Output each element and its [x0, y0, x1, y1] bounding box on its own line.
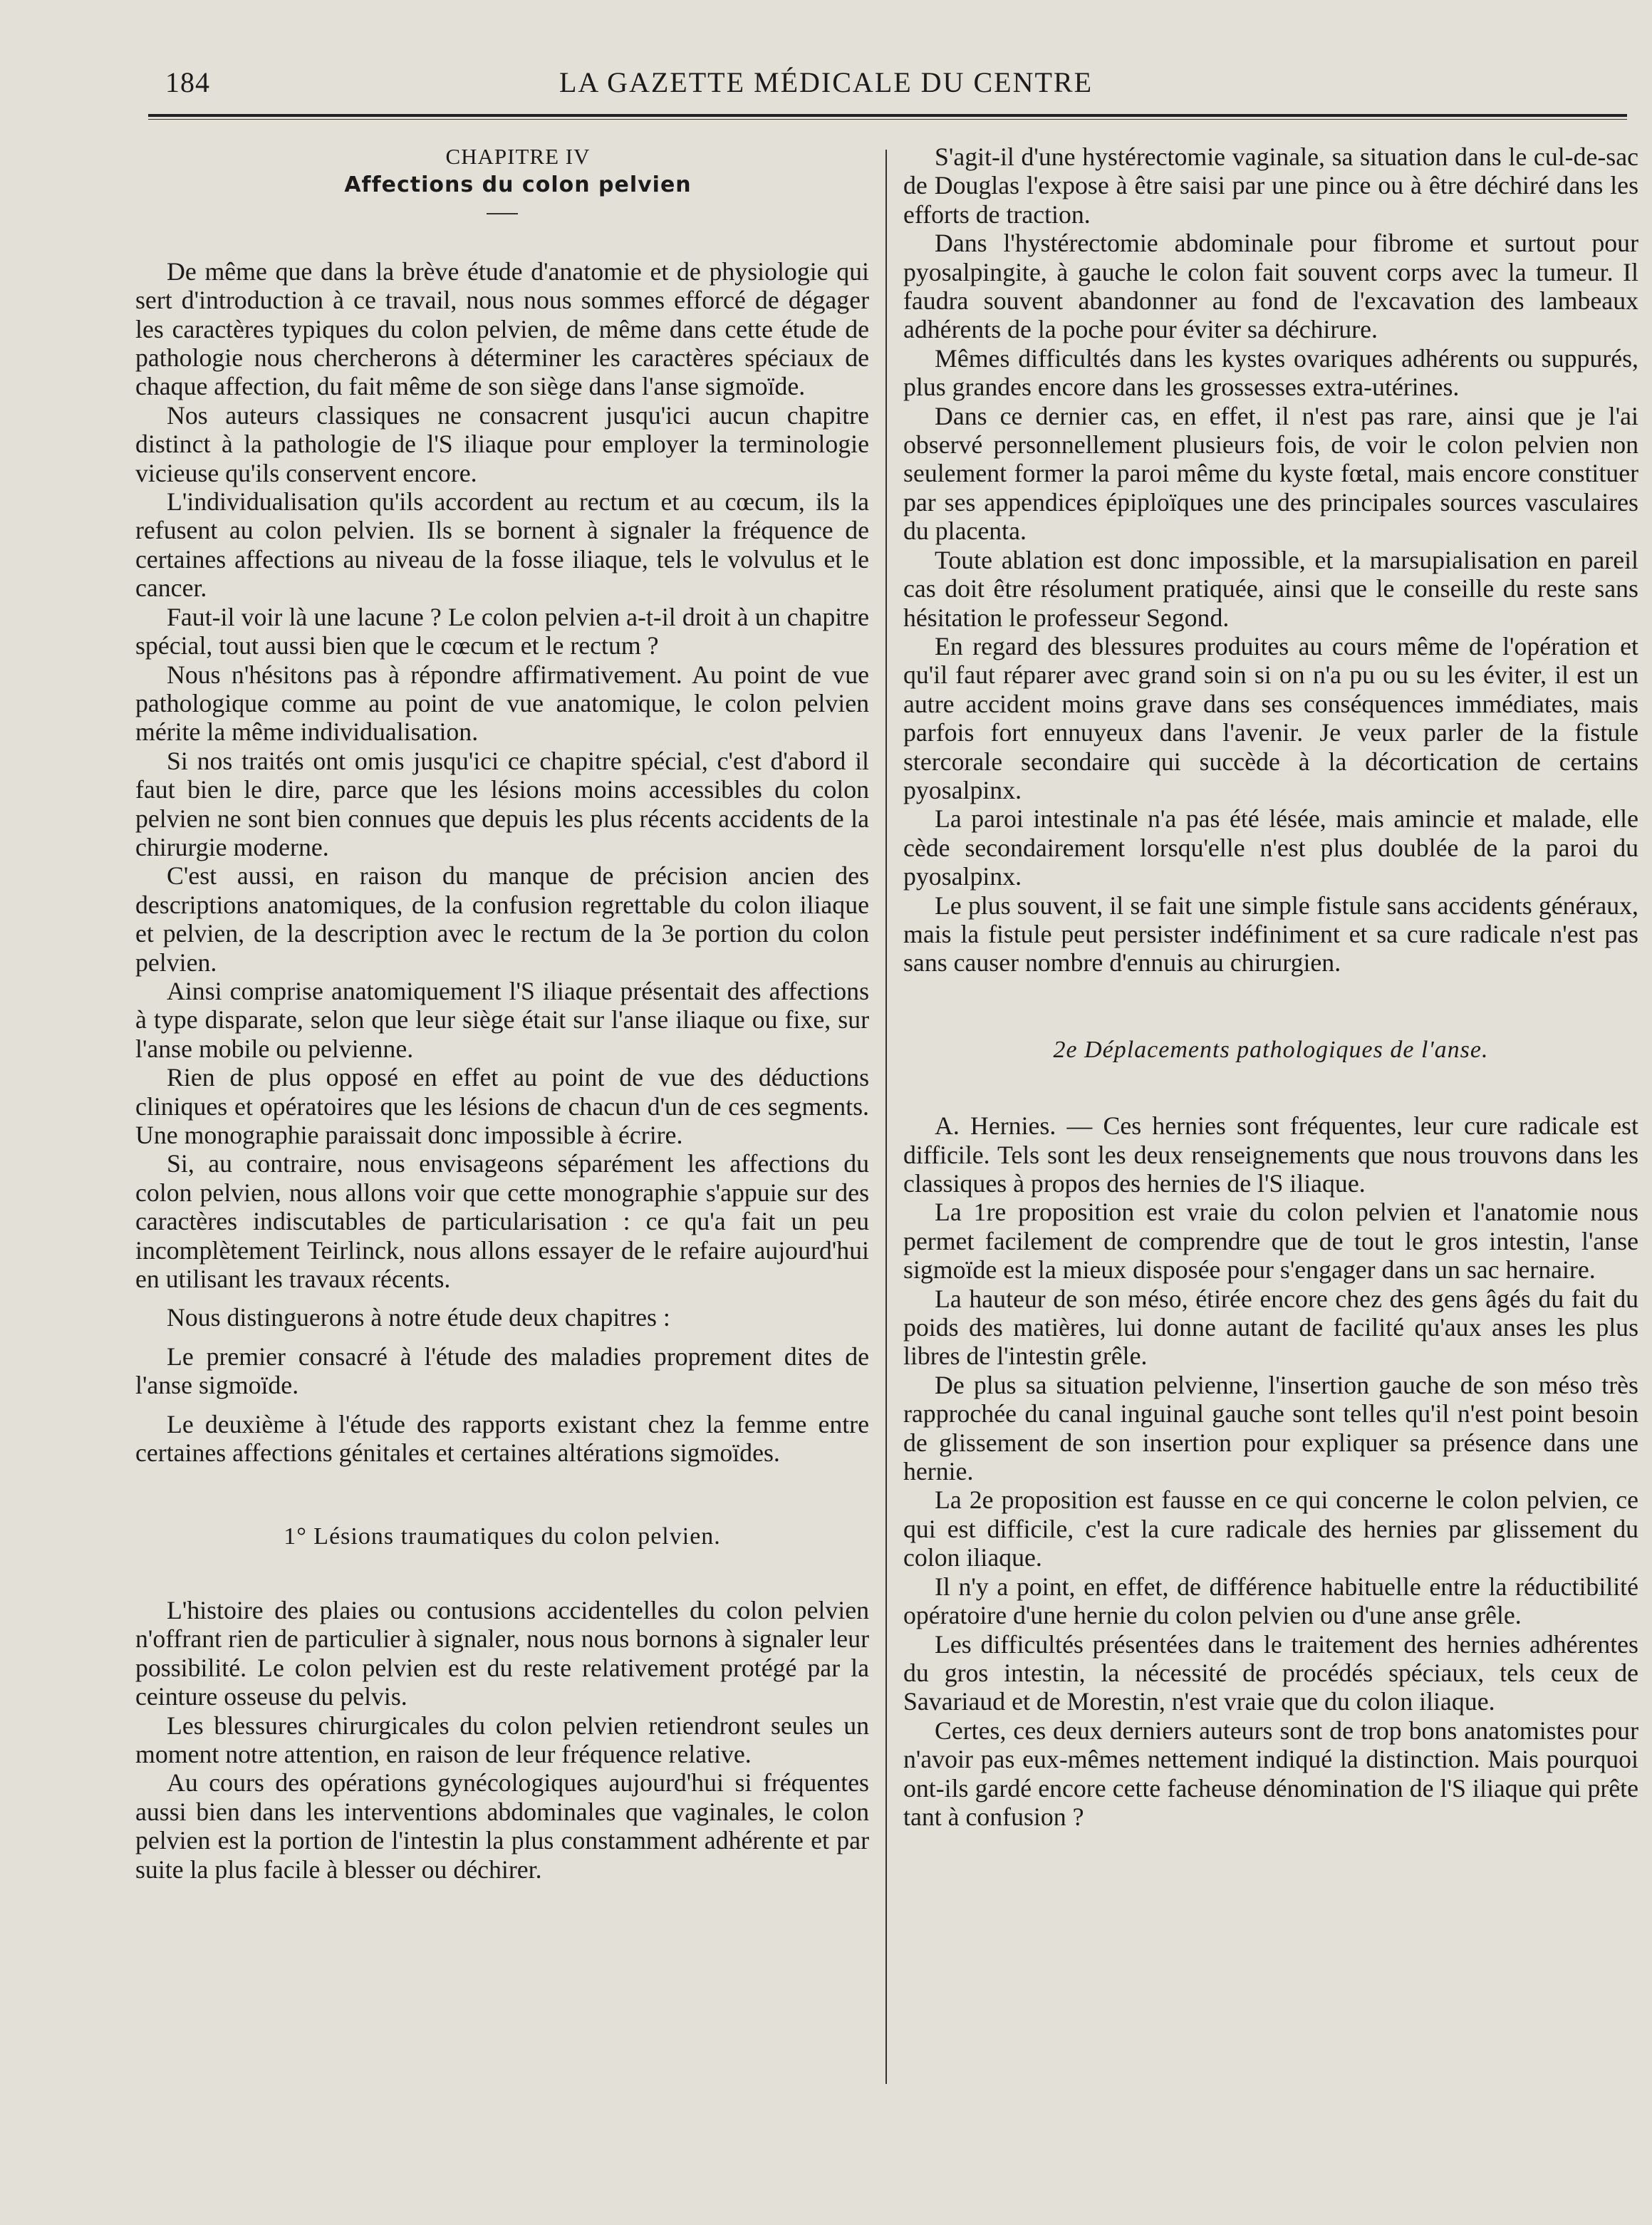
paragraph: La 2e proposition est fausse en ce qui concerne le colon pelvien, ce qui est difficile, c'est la cure radicale des hernies par glissement du colon iliaque. — [903, 1485, 1638, 1572]
paragraph: De même que dans la brève étude d'anatomie et de physiologie qui sert d'introduction à ce travail, nous nous sommes efforcé de dégager les caractères typiques du colon pelvien, de même dans cette étude de pathologie nous chercherons à déterminer les caractères spéciaux de chaque affection, du fait même de son siège dans l'anse sigmoïde. — [135, 256, 869, 401]
paragraph: Les difficultés présentées dans le traitement des hernies adhérentes du gros intestin, la nécessité de procédés spéciaux, tels ceux de Savariaud et de Morestin, n'est vraie que du colon iliaque. — [903, 1629, 1638, 1716]
paragraph: Si nos traités ont omis jusqu'ici ce chapitre spécial, c'est d'abord il faut bien le dire, parce que les lésions moins accessibles du colon pelvien ne sont bien connues que depuis les plus récents accidents de la chirurgie moderne. — [135, 746, 869, 861]
journal-title: LA GAZETTE MÉDICALE DU CENTRE — [559, 66, 1093, 98]
chapter-subtitle: Affections du colon pelvien — [344, 172, 692, 198]
paragraph: Au cours des opérations gynécologiques aujourd'hui si fréquentes aussi bien dans les interventions abdominales que vaginales, le colon pelvien est la portion de l'intestin la plus constamment adhérente et par suite la plus facile à blesser ou déchirer. — [135, 1768, 869, 1884]
paragraph: Nous distinguerons à notre étude deux chapitres : — [167, 1303, 670, 1332]
paragraph: Toute ablation est donc impossible, et la marsupialisation en pareil cas doit être résolument pratiquée, ainsi que le conseille du reste sans hésitation le professeur Segond. — [903, 545, 1638, 632]
paragraph: Le deuxième à l'étude des rapports existant chez la femme entre certaines affections génitales et certaines altérations sigmoïdes. — [135, 1409, 869, 1468]
right-column — [903, 142, 1638, 1831]
header-rule — [148, 114, 1627, 120]
paragraph: Mêmes difficultés dans les kystes ovariques adhérents ou suppurés, plus grandes encore dans les grossesses extra-utérines. — [903, 343, 1638, 402]
paragraph: Si, au contraire, nous envisageons séparément les affections du colon pelvien, nous allons voir que cette monographie s'appuie sur des caractères indiscutables de particularisation : ce qu'a fait un peu incomplètement Teirlinck, nous allons essayer de le refaire aujourd'hui en utilisant les travaux récents. — [135, 1149, 869, 1294]
paragraph: Certes, ces deux derniers auteurs sont de trop bons anatomistes pour n'avoir pas eux-mêmes nettement indiqué la distinction. Mais pourquoi ont-ils gardé encore cette facheuse dénomination de l'S iliaque qui prête tant à confusion ? — [903, 1716, 1638, 1831]
section-heading-displacements: 2e Déplacements pathologiques de l'anse. — [1053, 1036, 1489, 1063]
column-divider — [885, 150, 887, 2084]
paragraph: L'histoire des plaies ou contusions accidentelles du colon pelvien n'offrant rien de particulier à signaler, nous nous bornons à signaler leur possibilité. Le colon pelvien est du reste relativement protégé par la ceinture osseuse du pelvis. — [135, 1595, 869, 1711]
paragraph: A. Hernies. — Ces hernies sont fréquentes, leur cure radicale est difficile. Tels sont les deux renseignements que nous trouvons dans les classiques à propos des hernies de l'S iliaque. — [903, 1111, 1638, 1198]
paragraph: Rien de plus opposé en effet au point de vue des déductions cliniques et opératoires que les lésions de chacun d'un de ces segments. Une monographie paraissait donc impossible à écrire. — [135, 1063, 869, 1149]
paragraph: De plus sa situation pelvienne, l'insertion gauche de son méso très rapprochée du canal inguinal gauche sont telles qu'il n'est point besoin de glissement de son insertion pour expliquer sa présence dans une hernie. — [903, 1370, 1638, 1486]
paragraph: Dans ce dernier cas, en effet, il n'est pas rare, ainsi que je l'ai observé personnellement plusieurs fois, de voir le colon pelvien non seulement former la paroi même du kyste fœtal, mais encore constituer par ses appendices épiploïques une des principales sources vasculaires du placenta. — [903, 401, 1638, 546]
paragraph: La 1re proposition est vraie du colon pelvien et l'anatomie nous permet facilement de comprendre que de tout le gros intestin, l'anse sigmoïde est la mieux disposée pour s'engager dans un sac hernaire. — [903, 1198, 1638, 1285]
paragraph: En regard des blessures produites au cours même de l'opération et qu'il faut réparer avec grand soin si on n'a pu ou su les éviter, il est un autre accident moins grave dans ses conséquences immédiates, mais parfois fort ennuyeux dans l'avenir. Je veux parler de la fistule stercorale secondaire qui succède à la décortication de certains pyosalpinx. — [903, 631, 1638, 804]
chapter-title: CHAPITRE IV — [445, 144, 591, 169]
paragraph: Le plus souvent, il se fait une simple fistule sans accidents généraux, mais la fistule peut persister indéfiniment et sa cure radicale n'est pas sans causer nombre d'ennuis au chirurgien. — [903, 891, 1638, 977]
paragraph: La hauteur de son méso, étirée encore chez des gens âgés du fait du poids des matières, lui donne autant de facilité qu'aux anses les plus libres de l'intestin grêle. — [903, 1284, 1638, 1371]
paragraph: Nos auteurs classiques ne consacrent jusqu'ici aucun chapitre distinct à la pathologie de l'S iliaque pour employer la terminologie vicieuse qu'ils conservent encore. — [135, 400, 869, 487]
paragraph: La paroi intestinale n'a pas été lésée, mais amincie et malade, elle cède secondairement lorsqu'elle n'est plus doublée de la paroi du pyosalpinx. — [903, 804, 1638, 891]
paragraph: Dans l'hystérectomie abdominale pour fibrome et surtout pour pyosalpingite, à gauche le colon fait souvent corps avec la tumeur. Il faudra souvent abandonner au fond de l'excavation des lambeaux adhérents de la poche pour éviter sa déchirure. — [903, 229, 1638, 344]
paragraph: S'agit-il d'une hystérectomie vaginale, sa situation dans le cul-de-sac de Douglas l'expose à être saisi par une pince ou à être déchiré dans les efforts de traction. — [903, 142, 1638, 229]
paragraph: Le premier consacré à l'étude des maladies proprement dites de l'anse sigmoïde. — [135, 1342, 869, 1400]
paragraph: Faut-il voir là une lacune ? Le colon pelvien a-t-il droit à un chapitre spécial, tout aussi bien que le cœcum et le rectum ? — [135, 602, 869, 660]
paragraph: Il n'y a point, en effet, de différence habituelle entre la réductibilité opératoire d'une hernie du colon pelvien ou d'une anse grêle. — [903, 1572, 1638, 1630]
paragraph: C'est aussi, en raison du manque de précision ancien des descriptions anatomiques, de la confusion regrettable du colon iliaque et pelvien, de la description avec le rectum de la 3e portion du colon pelvien. — [135, 861, 869, 977]
section-heading-traumatic: 1° Lésions traumatiques du colon pelvien. — [284, 1523, 721, 1550]
page-number: 184 — [165, 66, 210, 98]
left-column — [135, 142, 869, 1884]
short-rule — [487, 213, 518, 214]
paragraph: Nous n'hésitons pas à répondre affirmativement. Au point de vue pathologique comme au point de vue anatomique, le colon pelvien mérite la même individualisation. — [135, 660, 869, 747]
paragraph: Les blessures chirurgicales du colon pelvien retiendront seules un moment notre attention, en raison de leur fréquence relative. — [135, 1711, 869, 1768]
paragraph: Ainsi comprise anatomiquement l'S iliaque présentait des affections à type disparate, selon que leur siège était sur l'anse iliaque ou fixe, sur l'anse mobile ou pelvienne. — [135, 976, 869, 1063]
paragraph: L'individualisation qu'ils accordent au rectum et au cœcum, ils la refusent au colon pelvien. Ils se bornent à signaler la fréquence de certaines affections au niveau de la fosse iliaque, tels le volvulus et le cancer. — [135, 487, 869, 603]
